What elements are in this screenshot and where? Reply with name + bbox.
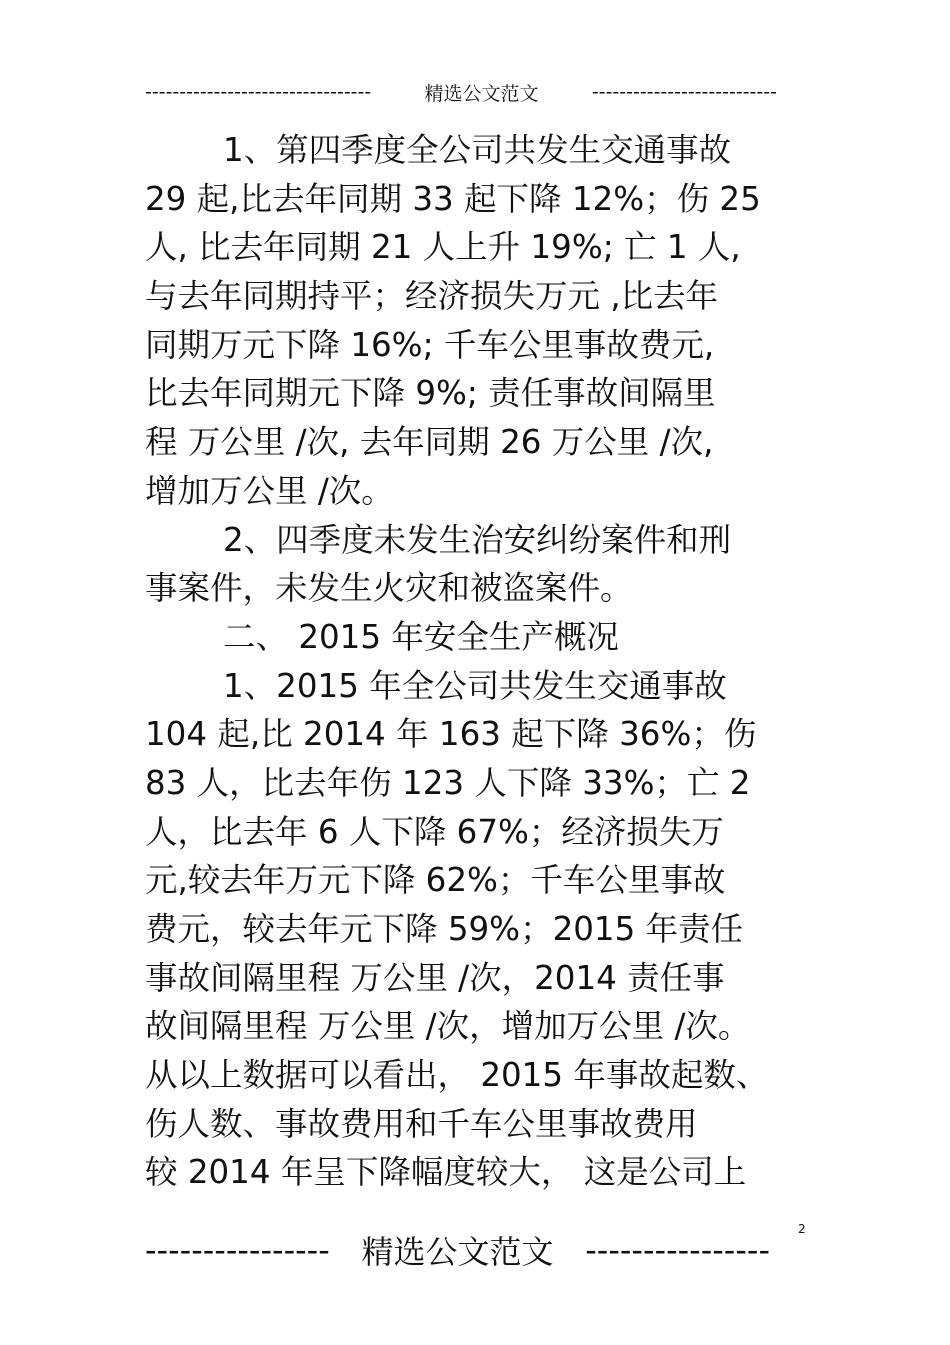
page-footer (145, 1228, 770, 1272)
section-heading: 二、 2015 年安全生产概况 (223, 617, 619, 656)
paragraph-line: 故间隔里程 万公里 /次，增加万公里 /次。 (145, 1007, 751, 1046)
page-number: 2 (798, 1222, 806, 1236)
document-body (145, 126, 810, 1197)
footer-right-rule: ---------------- (585, 1231, 770, 1269)
page-header (145, 78, 777, 106)
header-title: 精选公文范文 (424, 82, 539, 105)
paragraph-line: 事故间隔里程 万公里 /次，2014 责任事 (145, 958, 725, 997)
paragraph-line: 29 起,比去年同期 33 起下降 12%；伤 25 (145, 179, 761, 218)
header-right-rule: --------------------------- (591, 81, 777, 103)
paragraph-line: 较 2014 年呈下降幅度较大， 这是公司上 (145, 1153, 747, 1192)
paragraph-line: 人，比去年 6 人下降 67%；经济损失万 (145, 812, 724, 851)
paragraph-line: 元,较去年万元下降 62%；千车公里事故 (145, 861, 726, 900)
paragraph-line: 伤人数、事故费用和千车公里事故费用 (145, 1104, 698, 1143)
paragraph-line: 费元，较去年元下降 59%；2015 年责任 (145, 910, 744, 948)
paragraph-line: 比去年同期元下降 9%; 责任事故间隔里 (145, 374, 716, 413)
paragraph-line: 2、四季度未发生治安纠纷案件和刑 (223, 520, 732, 559)
paragraph-line: 104 起,比 2014 年 163 起下降 36%；伤 (145, 715, 757, 754)
paragraph-line: 同期万元下降 16%; 千车公里事故费元, (145, 325, 715, 364)
paragraph-line: 事案件，未发生火灾和被盗案件。 (145, 569, 633, 608)
paragraph-line: 1、第四季度全公司共发生交通事故 (223, 131, 732, 169)
paragraph-line: 与去年同期持平；经济损失万元 ,比去年 (145, 277, 719, 316)
paragraph-line: 1、2015 年全公司共发生交通事故 (223, 666, 727, 705)
header-left-rule: --------------------------------- (145, 81, 372, 103)
paragraph-line: 从以上数据可以看出， 2015 年事故起数、 (145, 1056, 769, 1095)
footer-title: 精选公文范文 (361, 1233, 554, 1271)
footer-left-rule: ---------------- (145, 1231, 330, 1269)
paragraph-line: 程 万公里 /次, 去年同期 26 万公里 /次, (145, 423, 714, 462)
paragraph-line: 人, 比去年同期 21 人上升 19%; 亡 1 人, (145, 228, 741, 267)
paragraph-line: 83 人，比去年伤 123 人下降 33%；亡 2 (145, 763, 751, 802)
paragraph-line: 增加万公里 /次。 (145, 471, 394, 510)
